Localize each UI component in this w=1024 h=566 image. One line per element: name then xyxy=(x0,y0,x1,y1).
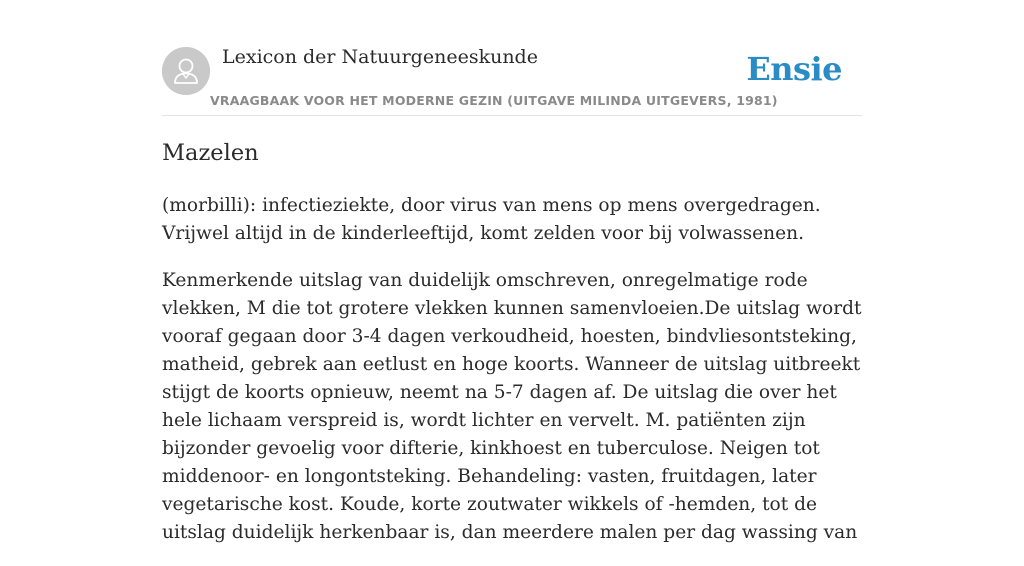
entry-paragraph: Kenmerkende uitslag van duidelijk omschreven, onregelmatige rode vlekken, M die tot grotere vlekken kunnen samenvloeien.De uitslag wordt vooraf gegaan door 3-4 dagen verkoudheid, hoesten, bindvliesontsteking, matheid, gebrek aan eetlust en hoge koorts. Wanneer de uitslag uitbreekt stijgt de koorts opnieuw, neemt na 5-7 dagen af. De uitslag die over het hele lichaam verspreid is, wordt lichter en vervelt. M. patiënten zijn bijzonder gevoelig voor difterie, kinkhoest en tuberculose. Neigen tot middenoor- en longontsteking. Behandeling: vasten, fruitdagen, later vegetarische kost. Koude, korte zoutwater wikkels of -hemden, tot de uitslag duidelijk herkenbaar is, dan meerdere malen per dag wassing van xyxy=(162,270,862,543)
entry-title: Mazelen xyxy=(162,140,259,166)
source-header xyxy=(162,0,862,116)
user-avatar-icon[interactable] xyxy=(162,47,210,95)
page-content xyxy=(162,0,862,543)
entry-paragraph: (morbilli): infectieziekte, door virus van mens op mens overgedragen. Vrijwel altijd in de kinderleeftijd, komt zelden voor bij volwassenen. xyxy=(162,195,821,244)
entry-body xyxy=(162,192,862,566)
brand-logo[interactable]: Ensie xyxy=(746,50,842,88)
source-subtitle: VRAAGBAAK VOOR HET MODERNE GEZIN (UITGAVE MILINDA UITGEVERS, 1981) xyxy=(210,93,778,108)
source-title-link[interactable]: Lexicon der Natuurgeneeskunde xyxy=(222,46,538,68)
